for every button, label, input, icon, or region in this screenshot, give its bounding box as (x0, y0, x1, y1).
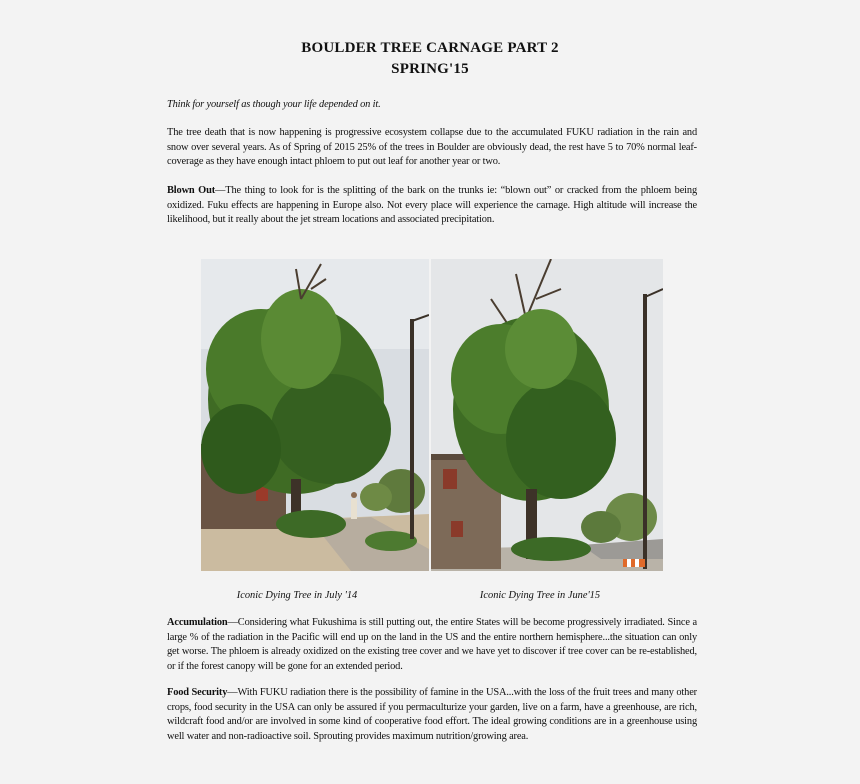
accumulation-paragraph (167, 616, 697, 674)
intro-paragraph: The tree death that is now happening is progressive ecosystem collapse due to the accumulated FUKU radiation in the rain and snow over several years. As of Spring of 2015 25% of the trees in Boulder are obviously dead, the rest have 5 to 70% normal leaf-coverage as they have enough intact phloem to put out leaf for another year or two. (167, 127, 697, 168)
food-security-text: —With FUKU radiation there is the possibility of famine in the USA...with the loss of the fruit trees and many other crops, food security in the USA can only be assured if you permaculturize your garden, live on a farm, have a greenhouse, are rich, wildcraft food and/or are involved in some kind of cooperative food effort. The ideal growing conditions are in a greenhouse using well water and non-radioactive soil. Sprouting provides maximum nutrition/growing area. (167, 687, 697, 742)
page-title: BOULDER TREE CARNAGE PART 2 (301, 40, 559, 56)
accumulation-heading: Accumulation (167, 617, 228, 628)
blown-out-paragraph (167, 184, 697, 228)
photo-tree-july-14 (201, 259, 429, 571)
tagline: Think for yourself as though your life depended on it. (167, 99, 381, 110)
page-subtitle: SPRING'15 (391, 61, 469, 77)
photo-tree-june-15 (431, 259, 663, 571)
blown-out-heading: Blown Out (167, 185, 216, 196)
photo-caption-right: Iconic Dying Tree in June'15 (479, 590, 601, 601)
photo-caption-left: Iconic Dying Tree in July '14 (236, 590, 358, 601)
blown-out-text: —The thing to look for is the splitting of the bark on the trunks ie: “blown out” or cracked from the phloem being oxidized. Fuku effects are happening in Europe also. Not every place will experience the carnage. High altitude will increase the likelihood, but it really about the jet stream locations and associated precipitation. (167, 185, 697, 226)
food-security-paragraph (167, 686, 697, 744)
accumulation-text: —Considering what Fukushima is still putting out, the entire States will be become progressively irradiated. Since a large % of the radiation in the Pacific will end up on the land in the US and the entire northern hemisphere...the situation can only get worse. The phloem is already oxidized on the existing tree cover and we have yet to discover if tree cover can be re-established, or if the forest canopy will be gone for an extended period. (167, 617, 697, 672)
food-security-heading: Food Security (167, 687, 228, 698)
